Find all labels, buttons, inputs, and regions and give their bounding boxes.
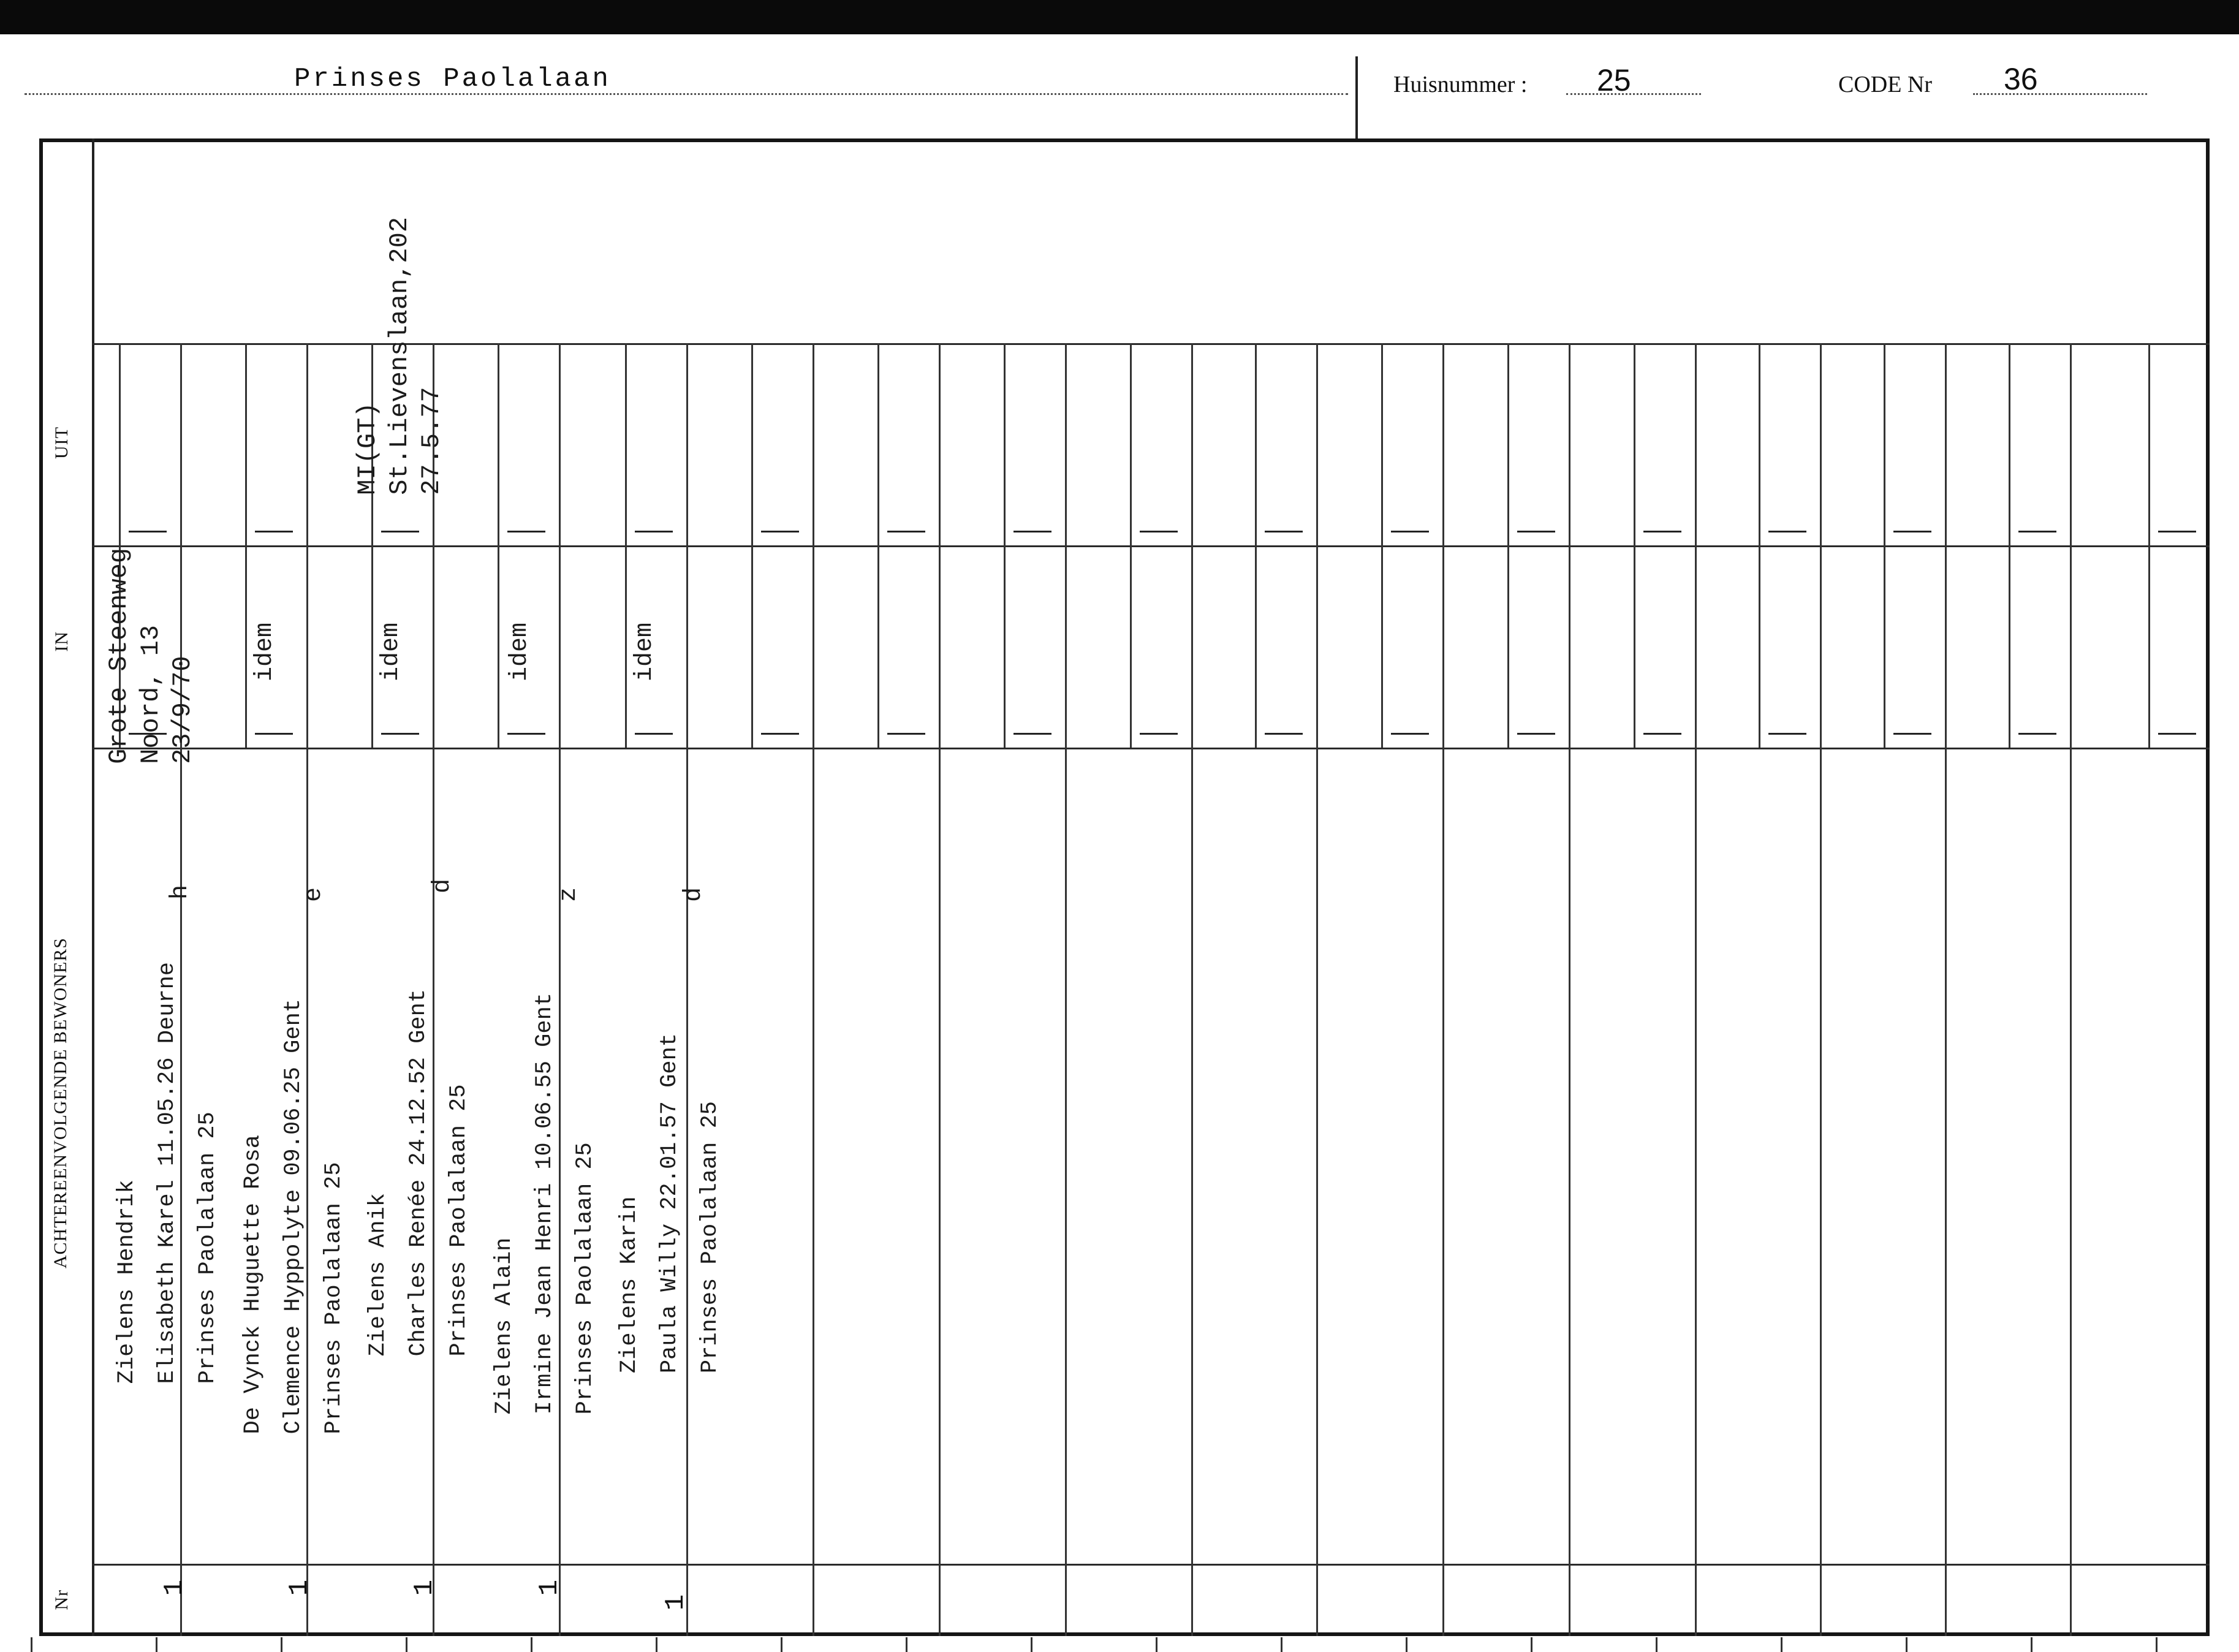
bottom-tick xyxy=(406,1637,407,1652)
nr-label: Nr xyxy=(51,1589,72,1610)
sub-column-divider xyxy=(119,343,121,545)
code-underline xyxy=(1973,93,2147,95)
sub-column-divider xyxy=(1381,343,1383,545)
column-divider xyxy=(686,343,688,1636)
empty-cell-dash xyxy=(129,531,167,532)
sub-column-divider xyxy=(1884,545,1885,748)
sub-column-divider xyxy=(2009,343,2010,545)
resident-line: De Vynck Huguette Rosa xyxy=(240,1135,266,1434)
resident-line: Clemence Hyppolyte 09.06.25 Gent xyxy=(281,999,306,1434)
bottom-tick xyxy=(2156,1637,2158,1652)
sub-column-divider xyxy=(1759,545,1760,748)
address-line: 27.5.77 xyxy=(417,387,446,495)
empty-cell-dash xyxy=(635,531,673,532)
resident-line: Irmine Jean Henri 10.06.55 Gent xyxy=(532,993,558,1415)
column-divider xyxy=(1820,343,1822,1636)
sub-column-divider xyxy=(1507,343,1509,545)
address-line: St.Lievenslaan,202 xyxy=(385,217,414,495)
column-divider xyxy=(1191,343,1193,1636)
house-number-value: 25 xyxy=(1597,63,1631,97)
sub-column-divider xyxy=(245,343,247,545)
bottom-tick xyxy=(2031,1637,2033,1652)
empty-cell-dash xyxy=(1265,733,1303,735)
house-number-label: Huisnummer : xyxy=(1393,72,1528,97)
resident-line: Elisabeth Karel 11.05.26 Deurne xyxy=(154,962,180,1384)
empty-cell-dash xyxy=(761,531,799,532)
empty-cell-dash xyxy=(1013,733,1051,735)
empty-cell-dash xyxy=(255,733,293,735)
sub-column-divider xyxy=(2148,343,2150,545)
empty-cell-dash xyxy=(381,733,419,735)
resident-line: Zielens Karin xyxy=(616,1196,642,1374)
sub-column-divider xyxy=(1507,545,1509,748)
bottom-tick xyxy=(1156,1637,1157,1652)
sub-column-divider xyxy=(498,545,499,748)
resident-marker: d xyxy=(429,879,457,894)
entry-number: 1 xyxy=(159,1579,191,1596)
empty-cell-dash xyxy=(761,733,799,735)
resident-entry-4 xyxy=(484,993,605,1414)
resident-marker: z xyxy=(555,887,583,903)
column-divider xyxy=(559,343,561,1636)
empty-cell-dash xyxy=(381,531,419,532)
in-label: IN xyxy=(51,631,72,652)
resident-line: Prinses Paolalaan 25 xyxy=(321,1162,347,1434)
empty-cell-dash xyxy=(1140,531,1178,532)
sub-column-divider xyxy=(371,545,373,748)
sub-column-divider xyxy=(1634,545,1635,748)
empty-cell-dash xyxy=(1517,531,1555,532)
column-divider xyxy=(306,343,308,1636)
entry-number: 1 xyxy=(284,1579,316,1596)
bottom-tick xyxy=(1656,1637,1657,1652)
in-idem: idem xyxy=(251,623,279,682)
sub-column-divider xyxy=(1004,545,1006,748)
sub-column-divider xyxy=(877,343,879,545)
bottom-tick xyxy=(1406,1637,1407,1652)
sub-column-divider xyxy=(2009,545,2010,748)
row-divider-nr-top xyxy=(92,1564,2210,1566)
entry-number: 1 xyxy=(409,1579,441,1596)
sub-column-divider xyxy=(1255,343,1257,545)
bottom-tick xyxy=(1781,1637,1782,1652)
empty-cell-dash xyxy=(507,733,545,735)
resident-line: Zielens Anik xyxy=(365,1193,391,1357)
bottom-tick xyxy=(656,1637,657,1652)
address-line: 23/9/70 xyxy=(168,656,197,764)
in-idem: idem xyxy=(377,623,405,682)
sub-column-divider xyxy=(751,545,753,748)
street-underline xyxy=(25,93,1348,95)
address-line: Noord, 13 xyxy=(136,625,165,764)
column-divider xyxy=(1442,343,1444,1636)
column-divider xyxy=(1695,343,1697,1636)
column-divider xyxy=(1316,343,1318,1636)
resident-line: Prinses Paolalaan 25 xyxy=(446,1084,472,1357)
row-divider-residents-top xyxy=(92,748,2210,749)
sub-column-divider xyxy=(498,343,499,545)
empty-cell-dash xyxy=(1265,531,1303,532)
bottom-tick xyxy=(1281,1637,1282,1652)
in-idem: idem xyxy=(631,623,659,682)
sub-column-divider xyxy=(1759,343,1760,545)
sub-column-divider xyxy=(1130,343,1132,545)
sub-column-divider xyxy=(877,545,879,748)
bottom-tick xyxy=(281,1637,282,1652)
bottom-tick xyxy=(906,1637,907,1652)
empty-cell-dash xyxy=(887,733,925,735)
code-label: CODE Nr xyxy=(1838,72,1933,97)
residents-label: ACHTEREENVOLGENDE BEWONERS xyxy=(50,938,70,1269)
uit-address-3 xyxy=(352,217,447,495)
empty-cell-dash xyxy=(1768,733,1806,735)
sub-column-divider xyxy=(1004,343,1006,545)
empty-cell-dash xyxy=(2018,733,2056,735)
resident-line: Prinses Paolalaan 25 xyxy=(572,1142,598,1415)
street-name: Prinses Paolalaan xyxy=(294,64,611,94)
empty-cell-dash xyxy=(1893,733,1931,735)
row-divider-in-top xyxy=(92,545,2210,547)
column-divider xyxy=(2070,343,2072,1636)
sub-column-divider xyxy=(1634,343,1635,545)
in-idem: idem xyxy=(506,623,534,682)
empty-cell-dash xyxy=(635,733,673,735)
resident-line: Zielens Hendrik xyxy=(114,1180,140,1384)
bottom-tick xyxy=(1031,1637,1032,1652)
empty-cell-dash xyxy=(1517,733,1555,735)
sub-column-divider xyxy=(625,545,627,748)
uit-label: UIT xyxy=(51,426,72,459)
entry-number: 1 xyxy=(534,1579,566,1596)
empty-cell-dash xyxy=(2158,733,2196,735)
sub-column-divider xyxy=(1130,545,1132,748)
bottom-tick xyxy=(1906,1637,1908,1652)
entry-number: 1 xyxy=(661,1594,692,1611)
empty-cell-dash xyxy=(1643,733,1681,735)
column-divider xyxy=(939,343,941,1636)
resident-marker: d xyxy=(680,887,708,903)
resident-marker: h xyxy=(167,885,194,900)
empty-cell-dash xyxy=(1013,531,1051,532)
bottom-tick xyxy=(531,1637,532,1652)
code-value: 36 xyxy=(2004,62,2038,96)
resident-entry-2 xyxy=(233,999,354,1434)
sub-column-divider xyxy=(751,343,753,545)
column-divider xyxy=(1065,343,1067,1636)
resident-line: Prinses Paolalaan 25 xyxy=(697,1101,723,1374)
column-divider xyxy=(813,343,814,1636)
sub-column-divider xyxy=(245,545,247,748)
bottom-tick xyxy=(31,1637,32,1652)
empty-cell-dash xyxy=(887,531,925,532)
bottom-tick xyxy=(156,1637,157,1652)
empty-cell-dash xyxy=(507,531,545,532)
top-black-bar xyxy=(0,0,2239,34)
header-divider xyxy=(1355,56,1358,141)
resident-entry-1 xyxy=(107,962,228,1384)
resident-entry-3 xyxy=(358,989,479,1357)
in-address-1 xyxy=(103,548,199,764)
empty-cell-dash xyxy=(255,531,293,532)
resident-line: Charles Renée 24.12.52 Gent xyxy=(406,989,431,1357)
empty-cell-dash xyxy=(1391,733,1429,735)
empty-cell-dash xyxy=(1140,733,1178,735)
resident-line: Paula Willy 22.01.57 Gent xyxy=(657,1033,683,1374)
column-divider xyxy=(1945,343,1947,1636)
bottom-tick xyxy=(1531,1637,1532,1652)
resident-line: Zielens Alain xyxy=(491,1237,517,1415)
house-number-underline xyxy=(1566,93,1701,95)
address-line: MI(GT) xyxy=(353,402,382,495)
label-column-divider xyxy=(92,138,94,1636)
sub-column-divider xyxy=(1255,545,1257,748)
empty-cell-dash xyxy=(2018,531,2056,532)
resident-entry-5 xyxy=(609,1033,730,1373)
empty-cell-dash xyxy=(2158,531,2196,532)
sub-column-divider xyxy=(2148,545,2150,748)
column-divider xyxy=(1569,343,1570,1636)
bottom-tick xyxy=(781,1637,782,1652)
address-line: Grote Steenweg xyxy=(104,548,134,764)
empty-cell-dash xyxy=(1391,531,1429,532)
empty-cell-dash xyxy=(1768,531,1806,532)
empty-cell-dash xyxy=(1643,531,1681,532)
sub-column-divider xyxy=(1884,343,1885,545)
resident-marker: e xyxy=(300,887,328,903)
sub-column-divider xyxy=(1381,545,1383,748)
sub-column-divider xyxy=(625,343,627,545)
empty-cell-dash xyxy=(1893,531,1931,532)
resident-line: Prinses Paolalaan 25 xyxy=(195,1112,221,1384)
